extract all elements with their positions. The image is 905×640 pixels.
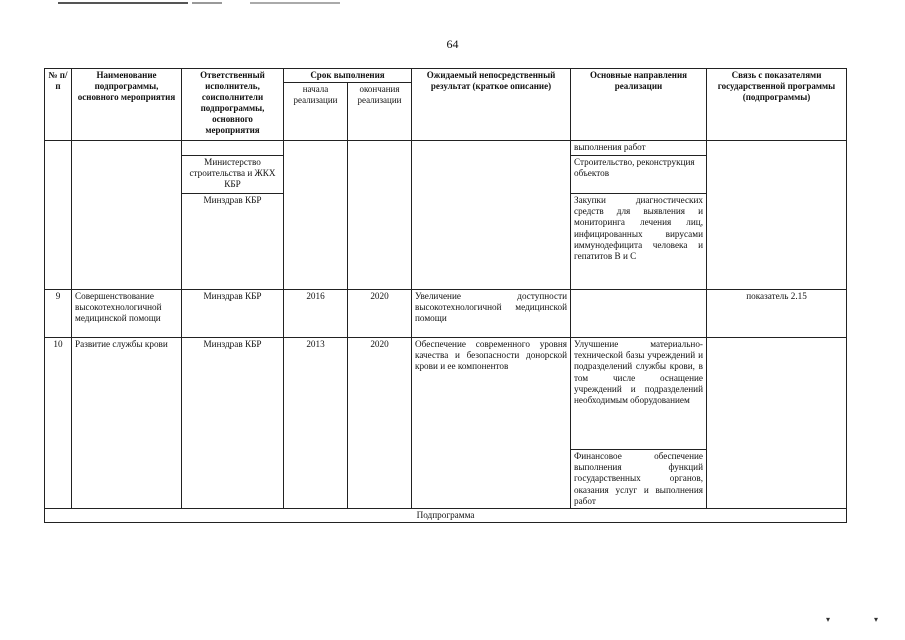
subprogram-label: Подпрограмма [45, 509, 847, 523]
cont-responsible: Министерство строительства и ЖКХ КБР [182, 156, 284, 194]
row-directions: Финансовое обеспечение выполнения функций государственных органов, оказания услуг и выполнения работ [571, 450, 707, 509]
row-result: Обеспечение современного уровня качества и безопасности донорской крови и ее компонентов [412, 338, 571, 509]
cont-direction: Закупки диагностических средств для выявления и мониторинга лечения лиц, инфицированных вирусами иммунодефицита человека и гепатитов В и С [571, 194, 707, 290]
header-term: Срок выполнения [284, 69, 412, 83]
row-start: 2016 [284, 290, 348, 338]
row-responsible: Минздрав КБР [182, 290, 284, 338]
header-directions: Основные направления реализации [571, 69, 707, 141]
header-row [45, 69, 847, 83]
page-number: 64 [446, 37, 459, 51]
row-end: 2020 [348, 338, 412, 509]
row-link: показатель 2.15 [707, 290, 847, 338]
header-name: Наименование подпрограммы, основного мероприятия [72, 69, 182, 141]
row-directions: Улучшение материально-технической базы учреждений и подразделений службы крови, в том числе оснащение учреждений и подразделений необходимым оборудованием [571, 338, 707, 450]
table-row [45, 338, 847, 450]
scan-artifact-line [192, 2, 222, 4]
row-start: 2013 [284, 338, 348, 509]
cont-end [348, 141, 412, 290]
continuation-row [45, 141, 847, 156]
scan-artifact-line [58, 2, 188, 4]
cont-responsible: Минздрав КБР [182, 194, 284, 290]
row-name: Совершенствование высокотехнологичной медицинской помощи [72, 290, 182, 338]
header-term-end: окончания реализации [348, 83, 412, 141]
scan-artifact-line [250, 2, 340, 4]
cont-resp1 [182, 141, 284, 156]
row-num: 9 [45, 290, 72, 338]
cont-direction: выполнения работ [571, 141, 707, 156]
cont-name [72, 141, 182, 290]
program-table [44, 68, 847, 523]
row-end: 2020 [348, 290, 412, 338]
header-result: Ожидаемый непосредственный результат (краткое описание) [412, 69, 571, 141]
header-link: Связь с показателями государственной программы (подпрограммы) [707, 69, 847, 141]
row-name: Развитие службы крови [72, 338, 182, 509]
header-responsible: Ответственный исполнитель, соисполнители подпрограммы, основного мероприятия [182, 69, 284, 141]
row-link [707, 338, 847, 509]
cont-start [284, 141, 348, 290]
cont-result [412, 141, 571, 290]
cont-direction: Строительство, реконструкция объектов [571, 156, 707, 194]
row-responsible: Минздрав КБР [182, 338, 284, 509]
header-term-start: начала реализации [284, 83, 348, 141]
cont-link [707, 141, 847, 290]
scan-mark: ▾ [874, 615, 879, 624]
row-result: Увеличение доступности высокотехнологичной медицинской помощи [412, 290, 571, 338]
scan-mark: ▾ [826, 615, 831, 624]
cont-num [45, 141, 72, 290]
row-num: 10 [45, 338, 72, 509]
header-num: № п/п [45, 69, 72, 141]
table-row [45, 290, 847, 338]
row-directions [571, 290, 707, 338]
subprogram-row [45, 509, 847, 523]
